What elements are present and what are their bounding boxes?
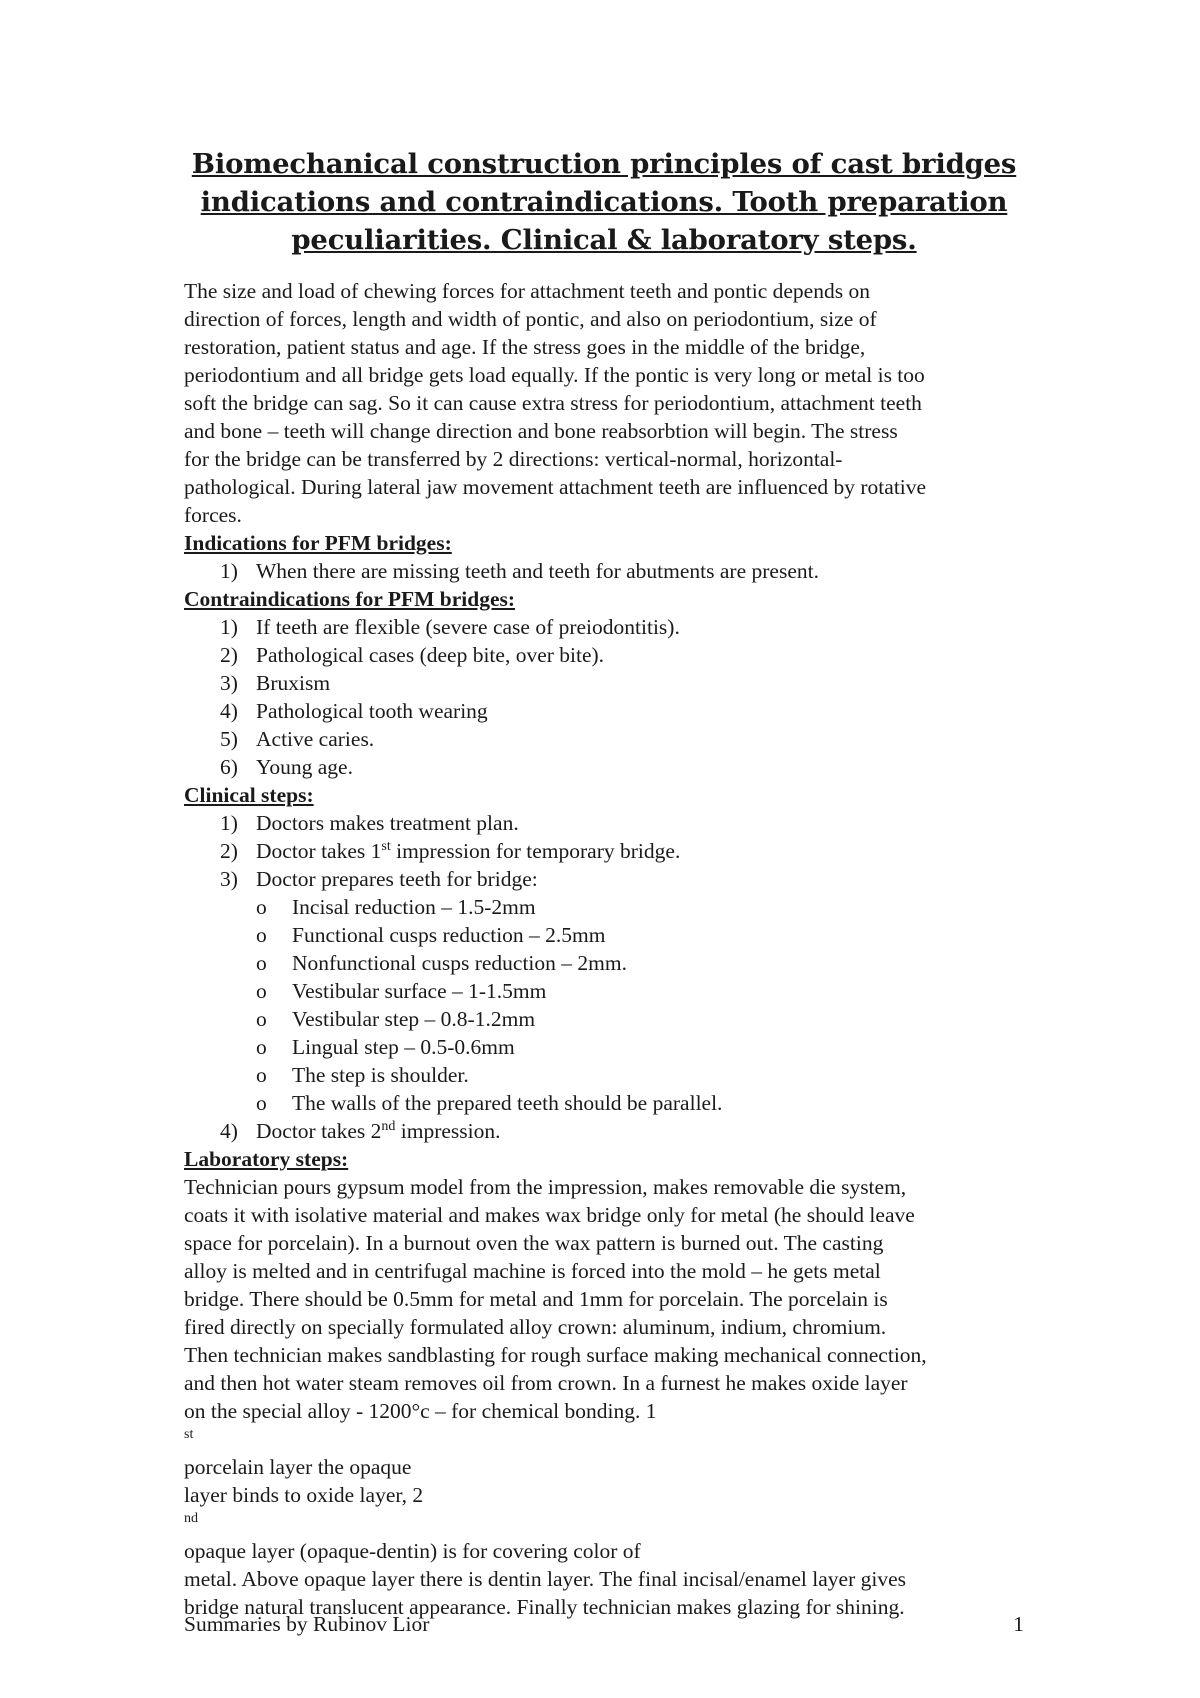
item-text: When there are missing teeth and teeth for abutments are present. [256,559,819,583]
sublist-item [184,1005,1024,1033]
sublist-item-text: Vestibular surface – 1-1.5mm [292,979,547,1003]
title-line: indications and contraindications. Tooth preparation [200,186,1008,218]
list-item [184,809,1024,837]
item-number: 3) [220,867,238,891]
title-line: peculiarities. Clinical & laboratory steps. [291,224,917,256]
superscript: nd [184,1510,198,1526]
item-number: 4) [220,1119,238,1143]
item-number: 1) [220,811,238,835]
page-footer [184,1610,1024,1638]
page-number: 1 [1013,1612,1024,1636]
item-text-part: impression for temporary bridge. [390,839,681,863]
contraindications-list [184,613,1024,781]
laboratory-steps-heading: Laboratory steps: [184,1147,349,1171]
bullet-marker: o [256,951,267,975]
clinical-steps-list [184,809,1024,1145]
intro-line: direction of forces, length and width of pontic, and also on periodontium, size of [184,307,877,331]
sublist-item-text: Lingual step – 0.5-0.6mm [292,1035,515,1059]
bullet-marker: o [256,1035,267,1059]
footer-author: Summaries by Rubinov Lior [184,1612,430,1636]
sublist-item-text: Functional cusps reduction – 2.5mm [292,923,606,947]
sublist-item-text: The walls of the prepared teeth should be parallel. [292,1091,723,1115]
bullet-marker: o [256,1007,267,1031]
laboratory-line [184,1481,1024,1565]
item-text: Doctor prepares teeth for bridge: [256,867,538,891]
intro-paragraph [184,277,1024,529]
list-item [184,557,1024,585]
laboratory-line: fired directly on specially formulated alloy crown: aluminum, indium, chromium. [184,1315,887,1339]
intro-line: soft the bridge can sag. So it can cause extra stress for periodontium, attachment teeth [184,391,922,415]
item-number: 1) [220,615,238,639]
document-body [184,277,1024,1621]
sublist-item [184,1033,1024,1061]
item-text [256,1119,501,1143]
item-text: Doctors makes treatment plan. [256,811,519,835]
bullet-marker: o [256,1091,267,1115]
list-item [184,865,1024,1117]
intro-line: and bone – teeth will change direction and bone reabsorbtion will begin. The stress [184,419,898,443]
laboratory-line: alloy is melted and in centrifugal machine is forced into the mold – he gets metal [184,1259,881,1283]
sublist-item-text: Incisal reduction – 1.5-2mm [292,895,536,919]
intro-line: forces. [184,503,242,527]
item-text [256,839,680,863]
sublist-item [184,921,1024,949]
intro-line: for the bridge can be transferred by 2 directions: vertical-normal, horizontal- [184,447,843,471]
item-number: 6) [220,755,238,779]
bullet-marker: o [256,923,267,947]
line-part: porcelain layer the opaque [184,1455,412,1479]
clinical-steps-heading: Clinical steps: [184,783,314,807]
item-text: Active caries. [256,727,375,751]
bullet-marker: o [256,895,267,919]
sublist-item [184,1061,1024,1089]
laboratory-line: Then technician makes sandblasting for rough surface making mechanical connection, [184,1343,927,1367]
item-text: If teeth are flexible (severe case of preiodontitis). [256,615,680,639]
indications-list [184,557,1024,585]
laboratory-line: Technician pours gypsum model from the impression, makes removable die system, [184,1175,907,1199]
sublist-item [184,977,1024,1005]
list-item [184,697,1024,725]
list-item [184,613,1024,641]
sublist-item-text: Vestibular step – 0.8-1.2mm [292,1007,536,1031]
document-page [184,145,1024,1621]
item-number: 2) [220,839,238,863]
document-title [184,145,1024,259]
item-number: 3) [220,671,238,695]
item-text: Pathological tooth wearing [256,699,488,723]
bullet-marker: o [256,1063,267,1087]
intro-line: restoration, patient status and age. If the stress goes in the middle of the bridge, [184,335,866,359]
sublist-item-text: The step is shoulder. [292,1063,469,1087]
item-text-part: Doctor takes 2 [256,1119,382,1143]
item-number: 2) [220,643,238,667]
superscript: st [184,1426,194,1442]
laboratory-line [184,1397,1024,1481]
indications-heading: Indications for PFM bridges: [184,531,452,555]
intro-line: periodontium and all bridge gets load equally. If the pontic is very long or metal is too [184,363,925,387]
list-item [184,641,1024,669]
sublist-item [184,893,1024,921]
intro-line: pathological. During lateral jaw movement attachment teeth are influenced by rotative [184,475,927,499]
item-text: Pathological cases (deep bite, over bite). [256,643,605,667]
line-part: layer binds to oxide layer, 2 [184,1483,424,1507]
item-text: Bruxism [256,671,331,695]
sublist-item [184,1089,1024,1117]
item-number: 4) [220,699,238,723]
laboratory-line: and then hot water steam removes oil from crown. In a furnest he makes oxide layer [184,1371,908,1395]
list-item [184,837,1024,865]
laboratory-line: bridge. There should be 0.5mm for metal and 1mm for porcelain. The porcelain is [184,1287,888,1311]
superscript: st [381,838,391,854]
laboratory-line: coats it with isolative material and makes wax bridge only for metal (he should leave [184,1203,915,1227]
list-item [184,1117,1024,1145]
sublist-item [184,949,1024,977]
list-item [184,753,1024,781]
laboratory-line: metal. Above opaque layer there is dentin layer. The final incisal/enamel layer gives [184,1567,906,1591]
superscript: nd [381,1118,396,1134]
bullet-marker: o [256,979,267,1003]
item-text-part: Doctor takes 1 [256,839,382,863]
item-text-part: impression. [395,1119,501,1143]
line-part: on the special alloy - 1200°c – for chemical bonding. 1 [184,1399,657,1423]
contraindications-heading: Contraindications for PFM bridges: [184,587,516,611]
list-item [184,669,1024,697]
item-text: Young age. [256,755,353,779]
title-line: Biomechanical construction principles of cast bridges [191,148,1017,180]
list-item [184,725,1024,753]
preparation-sublist [256,893,1024,1117]
item-number: 1) [220,559,238,583]
line-part: opaque layer (opaque-dentin) is for covering color of [184,1539,641,1563]
intro-line: The size and load of chewing forces for attachment teeth and pontic depends on [184,279,870,303]
laboratory-line: space for porcelain). In a burnout oven the wax pattern is burned out. The casting [184,1231,884,1255]
item-number: 5) [220,727,238,751]
laboratory-paragraph [184,1173,1024,1621]
sublist-item-text: Nonfunctional cusps reduction – 2mm. [292,951,627,975]
laboratory-line: bridge natural translucent appearance. Finally technician makes glazing for shining. [184,1595,905,1619]
